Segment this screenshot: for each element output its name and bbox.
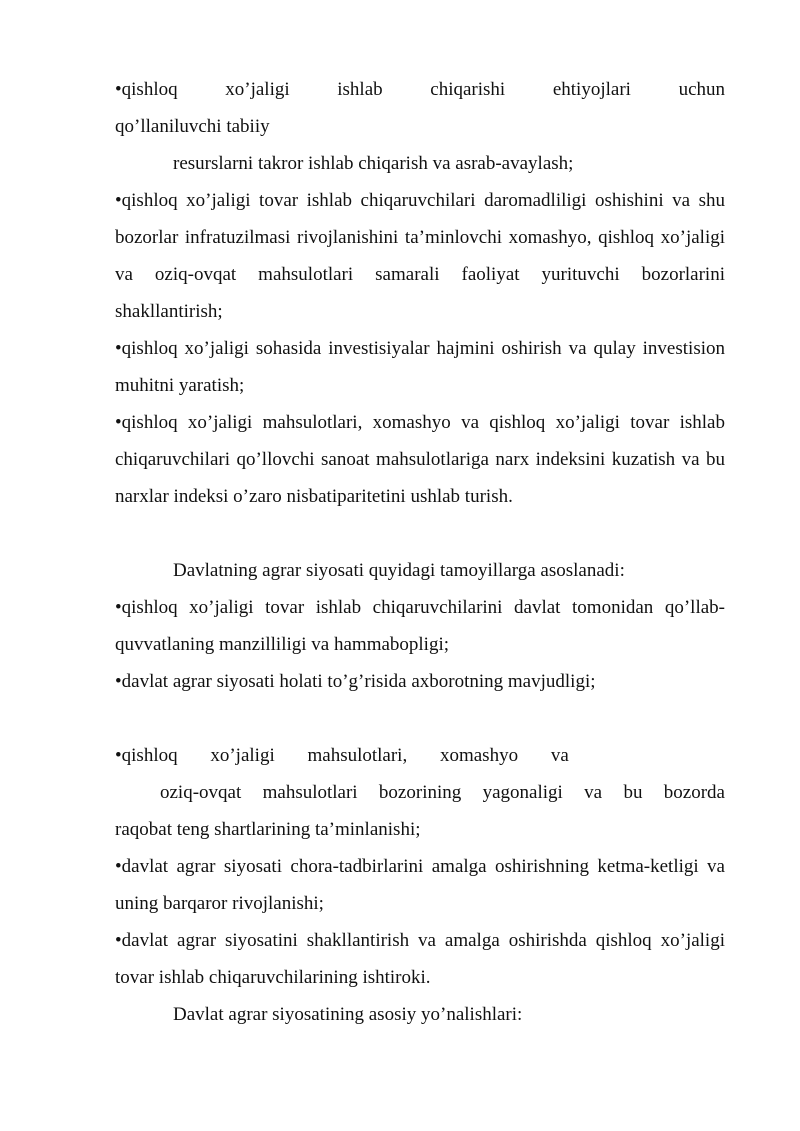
bullet-item-7-line-2: oziq-ovqat mahsulotlari bozorining yagonaligi va bu bozorda [160, 782, 725, 803]
bullet-icon: • [115, 671, 122, 692]
bullet-item-1 [115, 71, 725, 145]
bullet-icon: • [115, 190, 122, 211]
bullet-item-2-text: qishloq xo’jaligi tovar ishlab chiqaruvchilari daromadliligi oshishini va shu bozorlar infratuzilmasi rivojlanishini ta’minlovchi xomashyo, qishloq xo’jaligi va oziq-ovqat mahsulotlari samarali faoliyat yurituvchi bozorlarini shakllantirish; [115, 190, 725, 322]
bullet-item-4-text: qishloq xo’jaligi mahsulotlari, xomashyo va qishloq xo’jaligi tovar ishlab chiqaruvchilari qo’llovchi sanoat mahsulotlariga narx indeksini kuzatish va bu narxlar indeksi o’zaro nisbatiparitetini ushlab turish. [115, 412, 725, 507]
bullet-item-1-line-1: qishloq xo’jaligi ishlab chiqarishi ehtiyojlari uchun [121, 79, 725, 100]
bullet-item-7-line-3: raqobat teng shartlarining ta’minlanishi; [115, 819, 421, 840]
bullet-item-4 [115, 404, 725, 515]
bullet-item-6-text: davlat agrar siyosati holati to’g’risida axborotning mavjudligi; [121, 671, 596, 692]
bullet-item-3-text: qishloq xo’jaligi sohasida investisiyalar hajmini oshirish va qulay investision muhitni yaratish; [115, 338, 725, 396]
bullet-item-7 [115, 737, 725, 848]
bullet-icon: • [115, 597, 122, 618]
bullet-item-7-line-1: qishloq xo’jaligi mahsulotlari, xomashyo va [121, 745, 569, 766]
bullet-item-2 [115, 182, 725, 330]
bullet-item-8-text: davlat agrar siyosati chora-tadbirlarini amalga oshirishning ketma-ketligi va uning barqaror rivojlanishi; [115, 856, 725, 914]
paragraph-text: resurslarni takror ishlab chiqarish va asrab-avaylash; [173, 153, 574, 174]
bullet-item-5-text: qishloq xo’jaligi tovar ishlab chiqaruvchilarini davlat tomonidan qo’llab- quvvatlaning manzilliligi va hammabopligi; [115, 597, 725, 655]
bullet-item-6 [115, 663, 725, 700]
bullet-item-5 [115, 589, 725, 663]
bullet-item-9 [115, 922, 725, 996]
bullet-icon: • [115, 412, 122, 433]
bullet-item-8 [115, 848, 725, 922]
bullet-icon: • [115, 745, 122, 766]
bullet-icon: • [115, 79, 122, 100]
bullet-item-3 [115, 330, 725, 404]
paragraph-directions-intro: Davlat agrar siyosatining asosiy yo’nalishlari: [173, 1004, 523, 1025]
bullet-item-9-text: davlat agrar siyosatini shakllantirish va amalga oshirishda qishloq xo’jaligi tovar ishlab chiqaruvchilarining ishtiroki. [115, 930, 725, 988]
bullet-item-1-line-2: qo’llaniluvchi tabiiy [115, 116, 270, 137]
bullet-icon: • [115, 930, 122, 951]
bullet-icon: • [115, 338, 122, 359]
paragraph-principles-intro: Davlatning agrar siyosati quyidagi tamoyillarga asoslanadi: [173, 560, 625, 581]
bullet-icon: • [115, 856, 122, 877]
